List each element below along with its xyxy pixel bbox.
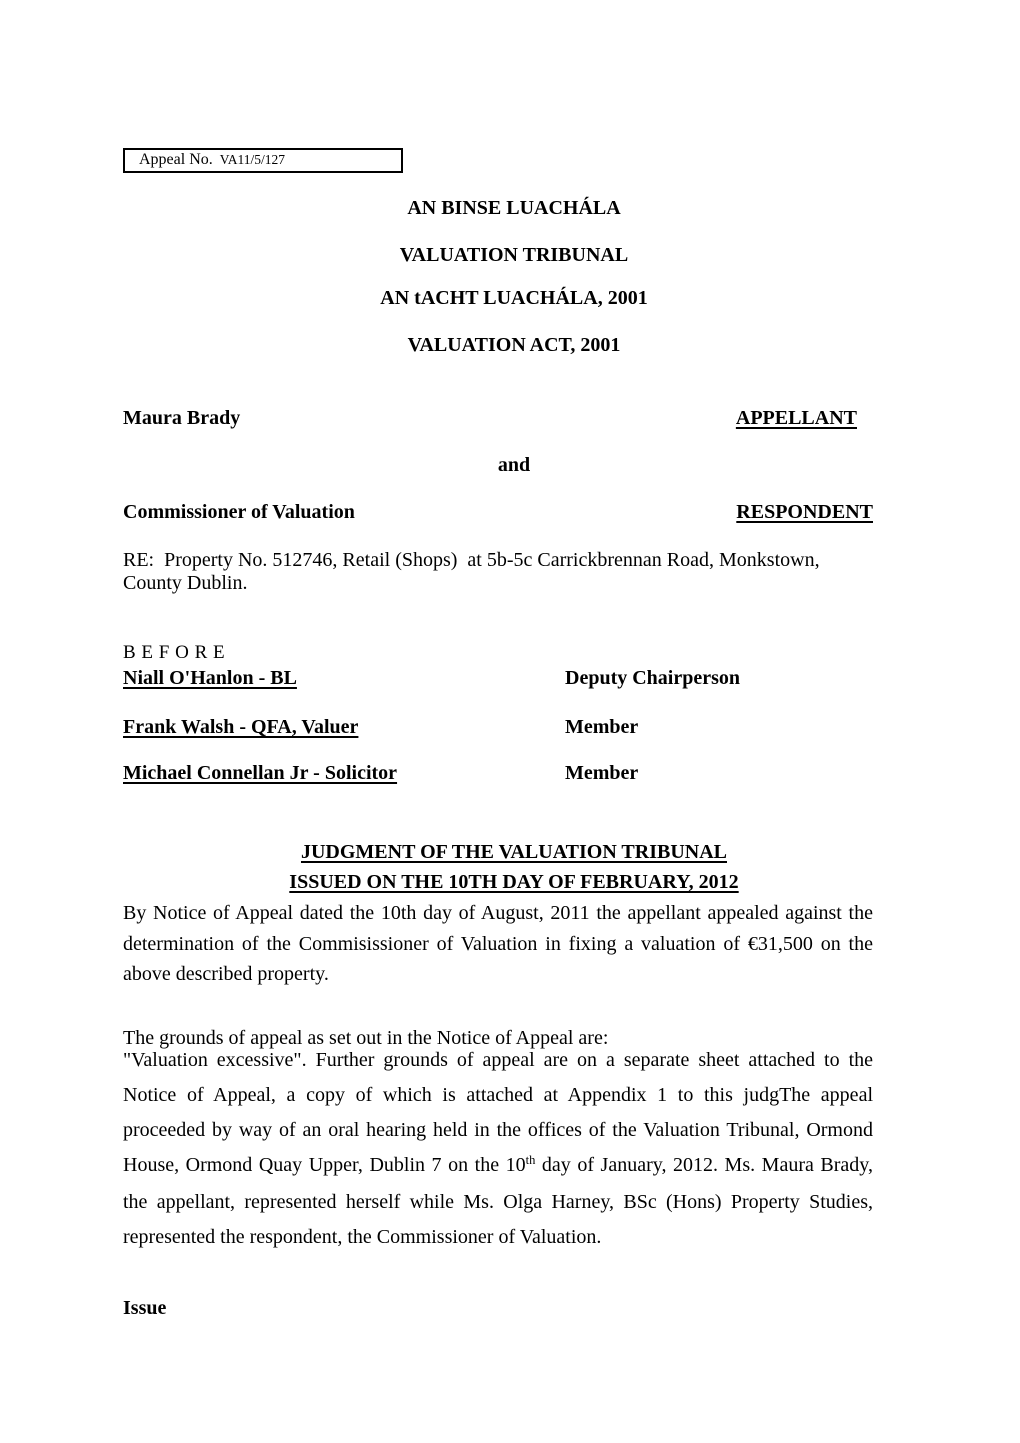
heading-valuation-tribunal: VALUATION TRIBUNAL	[399, 244, 629, 266]
paragraph-line: the appellant, represented herself while Ms. Olga Harney, BSc (Hons) Property Studies,	[123, 1191, 873, 1213]
paragraph-line: By Notice of Appeal dated the 10th day of August, 2011 the appellant appealed against the	[123, 902, 873, 924]
property-description-line1: RE: Property No. 512746, Retail (Shops) at 5b-5c Carrickbrennan Road, Monkstown,	[123, 549, 820, 571]
paragraph-line: Notice of Appeal, a copy of which is attached at Appendix 1 to this judgThe appeal	[123, 1084, 873, 1106]
appeal-number-box	[123, 148, 403, 173]
ordinal-superscript: th	[525, 1153, 536, 1167]
appellant-role-label: APPELLANT	[735, 407, 857, 429]
before-label: B E F O R E	[123, 642, 226, 663]
member-name: Michael Connellan Jr - Solicitor	[123, 762, 398, 784]
respondent-row	[123, 500, 873, 524]
issue-section-heading: Issue	[123, 1297, 167, 1319]
paragraph-line: above described property.	[123, 963, 329, 985]
tribunal-member-row	[123, 761, 873, 785]
paragraph-line: proceeded by way of an oral hearing held in the offices of the Valuation Tribunal, Ormond	[123, 1119, 873, 1141]
notice-of-appeal-paragraph	[123, 898, 873, 990]
appellant-name: Maura Brady	[123, 407, 241, 429]
heading-valuation-act: VALUATION ACT, 2001	[407, 334, 621, 356]
grounds-hearing-paragraph	[123, 1043, 873, 1255]
line-segment: day of January, 2012. Ms. Maura Brady,	[535, 1154, 873, 1176]
heading-an-tacht-luachala: AN tACHT LUACHÁLA, 2001	[380, 287, 648, 309]
tribunal-member-row	[123, 666, 873, 690]
property-description	[123, 549, 883, 594]
line-segment: House, Ormond Quay Upper, Dublin 7 on the 10	[123, 1154, 526, 1176]
member-role: Member	[565, 716, 639, 738]
respondent-name: Commissioner of Valuation	[123, 501, 355, 523]
appellant-row	[123, 406, 873, 430]
property-description-line2: County Dublin.	[123, 571, 248, 594]
member-role: Deputy Chairperson	[565, 667, 741, 689]
paragraph-line: determination of the Commisissioner of Valuation in fixing a valuation of €31,500 on the	[123, 932, 873, 955]
judgment-title-line2	[123, 870, 905, 894]
paragraph-line: represented the respondent, the Commissioner of Valuation.	[123, 1226, 602, 1248]
heading-an-binse-luachala: AN BINSE LUACHÁLA	[407, 197, 621, 219]
respondent-role-label: RESPONDENT	[736, 501, 873, 523]
judgment-title-line1-text: JUDGMENT OF THE VALUATION TRIBUNAL	[300, 841, 727, 863]
member-role: Member	[565, 762, 639, 784]
grounds-intro-line: The grounds of appeal as set out in the Notice of Appeal are:	[123, 1027, 609, 1049]
judgment-title-line2-text: ISSUED ON THE 10TH DAY OF FEBRUARY, 2012	[289, 871, 739, 893]
member-name: Frank Walsh - QFA, Valuer	[123, 716, 359, 738]
paragraph-line	[123, 1148, 873, 1185]
appeal-number-value: VA11/5/127	[219, 152, 286, 167]
paragraph-line: "Valuation excessive". Further grounds of appeal are on a separate sheet attached to the	[123, 1049, 873, 1071]
member-name: Niall O'Hanlon - BL	[123, 667, 297, 689]
tribunal-member-row	[123, 715, 873, 739]
parties-conjunction: and	[497, 454, 531, 476]
judgment-title-line1	[123, 840, 905, 864]
appeal-number-label: Appeal No.	[139, 151, 213, 168]
